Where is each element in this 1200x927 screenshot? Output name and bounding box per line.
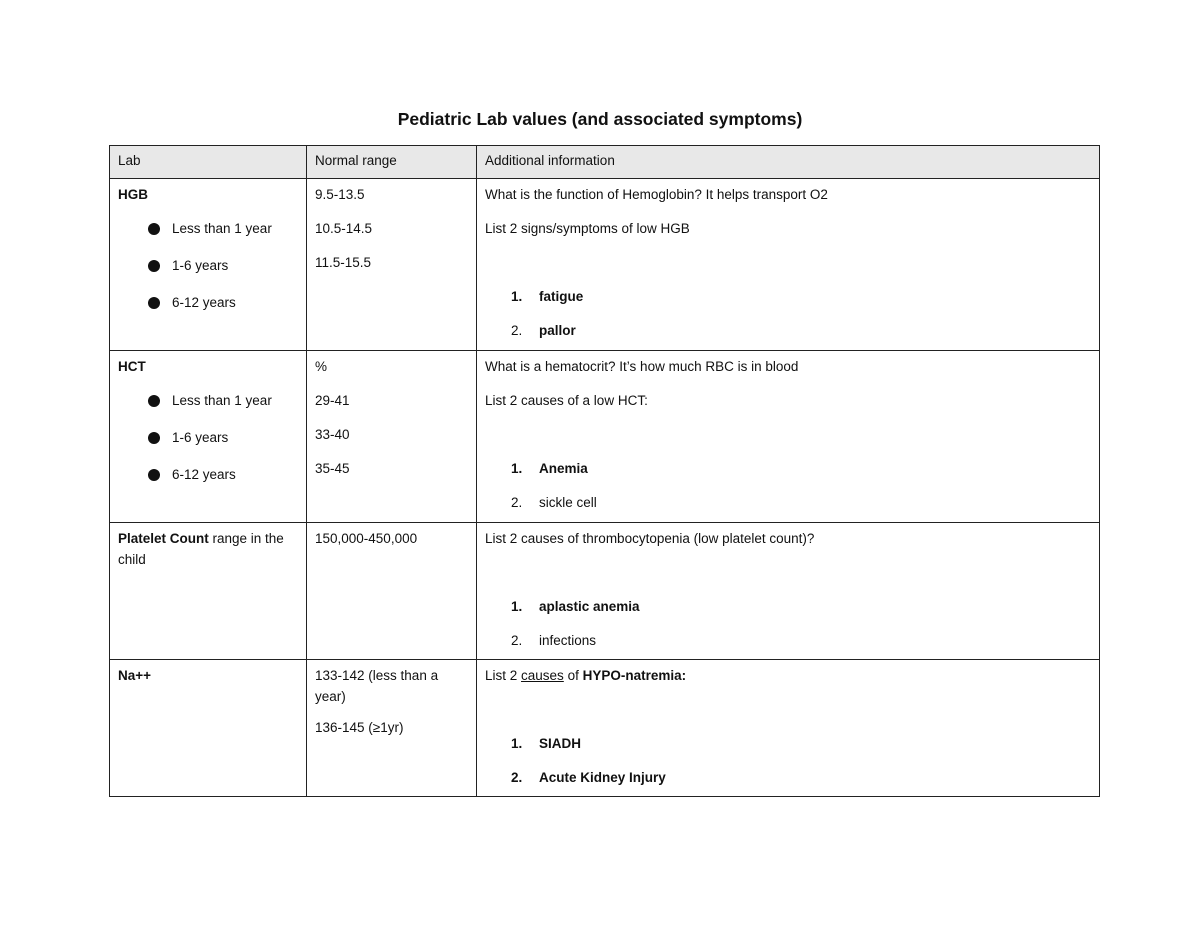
list-item: 1. fatigue (511, 289, 584, 304)
question-text: What is the function of Hemoglobin? It helps transport O2 (485, 187, 828, 202)
question-text: List 2 causes of a low HCT: (485, 393, 648, 408)
range-value: 136-145 (≥1yr) (315, 720, 404, 735)
question-text: What is a hematocrit? It’s how much RBC is in blood (485, 359, 799, 374)
range-value: 29-41 (315, 393, 350, 408)
lab-name: Platelet Count (118, 531, 209, 546)
question-text: List 2 causes of thrombocytopenia (low platelet count)? (485, 531, 815, 546)
table-header-row (110, 146, 1100, 179)
range-cell (307, 660, 477, 797)
answer-list (485, 733, 1091, 788)
age-list (118, 218, 298, 313)
list-item: Less than 1 year (152, 218, 298, 239)
list-item: Less than 1 year (152, 390, 298, 411)
answer-list (485, 596, 1091, 651)
question-text: List 2 signs/symptoms of low HGB (485, 221, 690, 236)
lab-cell (110, 660, 307, 797)
lab-name: Na++ (118, 668, 152, 683)
lab-values-table (109, 145, 1100, 797)
list-item: 1. SIADH (511, 736, 582, 751)
lab-name: HGB (118, 187, 148, 202)
list-item: 2. Acute Kidney Injury (511, 770, 666, 785)
info-cell (477, 523, 1100, 660)
list-item: 1. Anemia (511, 461, 588, 476)
table-row-hgb (110, 179, 1100, 351)
list-item: 2. infections (511, 633, 597, 648)
list-item: 6-12 years (152, 292, 298, 313)
info-cell (477, 179, 1100, 351)
range-value: 11.5-15.5 (315, 255, 372, 270)
range-cell (307, 351, 477, 523)
lab-name: HCT (118, 359, 146, 374)
answer-list (485, 458, 1091, 513)
list-item: 2. sickle cell (511, 495, 597, 510)
header-normal-range: Normal range (307, 146, 477, 179)
range-value: 133-142 (less than a year) (315, 668, 439, 704)
range-value: 35-45 (315, 461, 350, 476)
header-lab: Lab (110, 146, 307, 179)
info-cell (477, 660, 1100, 797)
range-value: 150,000-450,000 (315, 531, 418, 546)
range-cell (307, 179, 477, 351)
range-value: 33-40 (315, 427, 350, 442)
table-row-hct (110, 351, 1100, 523)
range-value: % (315, 359, 328, 374)
table-row-platelet (110, 523, 1100, 660)
lab-cell (110, 179, 307, 351)
info-cell (477, 351, 1100, 523)
answer-list (485, 286, 1091, 341)
document-title: Pediatric Lab values (and associated symptoms) (397, 109, 803, 129)
table-row-sodium (110, 660, 1100, 797)
range-cell (307, 523, 477, 660)
list-item: 1-6 years (152, 255, 298, 276)
age-list (118, 390, 298, 485)
lab-cell (110, 351, 307, 523)
range-value: 9.5-13.5 (315, 187, 365, 202)
list-item: 2. pallor (511, 323, 576, 338)
header-additional-information: Additional information (477, 146, 1100, 179)
lab-cell (110, 523, 307, 660)
range-value: 10.5-14.5 (315, 221, 373, 236)
lab-name-suffix: range in the child (118, 531, 284, 567)
question-text: List 2 causes of HYPO-natremia: (485, 668, 687, 683)
list-item: 1-6 years (152, 427, 298, 448)
list-item: 1. aplastic anemia (511, 599, 640, 614)
list-item: 6-12 years (152, 464, 298, 485)
